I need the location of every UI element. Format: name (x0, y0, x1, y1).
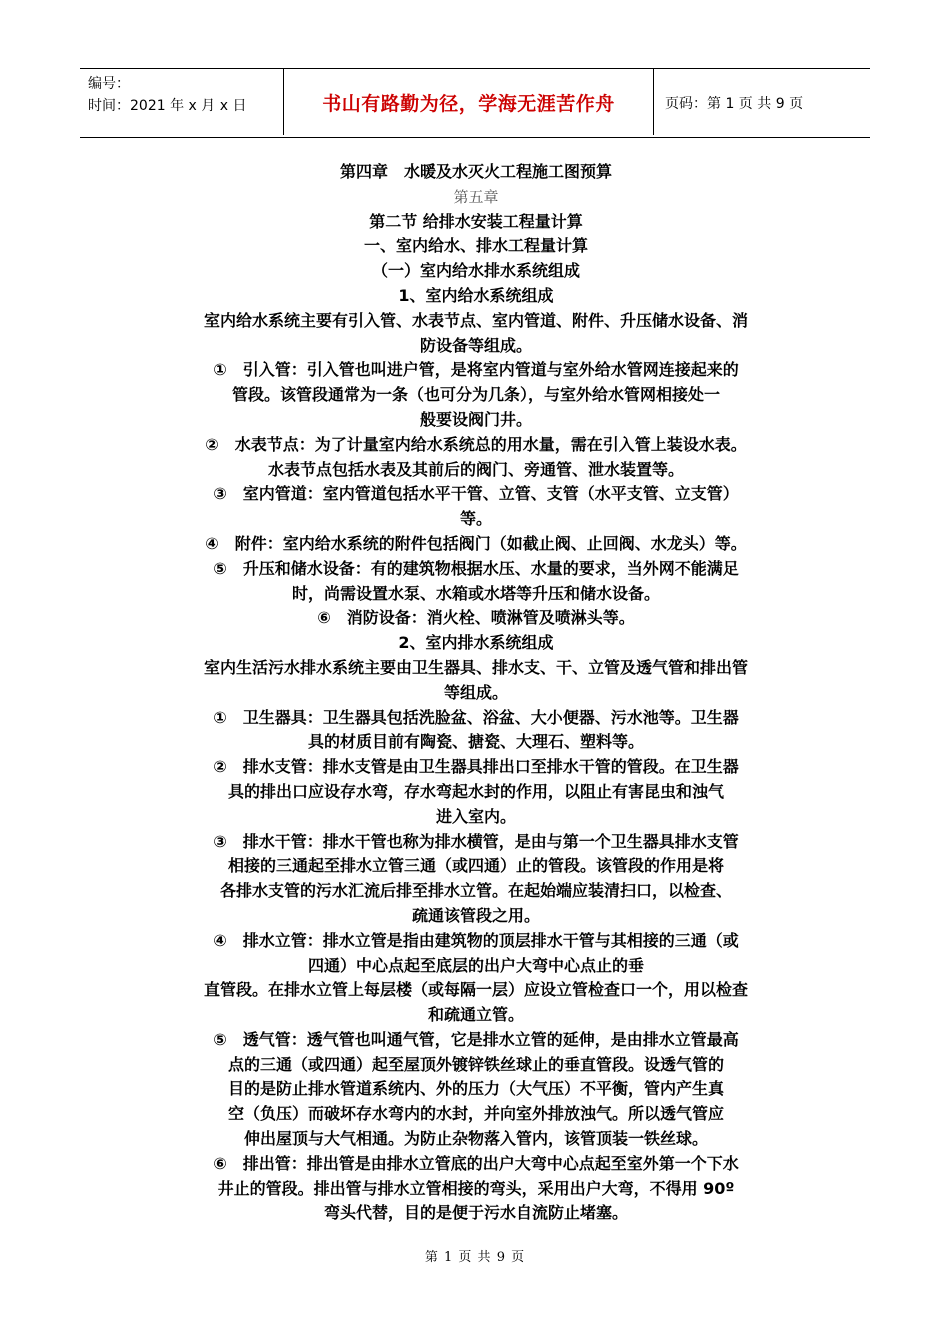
drain-item-line: 点的三通（或四通）起至屋顶外镀锌铁丝球止的垂直管段。设透气管的 (227, 1054, 724, 1074)
supply-intro-line: 防设备等组成。 (419, 335, 532, 355)
supply-item-line: 水表节点包括水表及其前后的阀门、旁通管、泄水装置等。 (267, 459, 684, 479)
supply-item-line: ⑤ 升压和储水设备：有的建筑物根据水压、水量的要求，当外网不能满足 (213, 558, 739, 578)
supply-item-line: 时，尚需设置水泵、水箱或水塔等升压和储水设备。 (291, 583, 660, 603)
supply-intro-line: 室内给水系统主要有引入管、水表节点、室内管道、附件、升压储水设备、消 (203, 310, 748, 330)
part-subtitle: （一）室内给水排水系统组成 (371, 261, 580, 281)
drain-item-line: 进入室内。 (435, 806, 516, 826)
drain-item-line: 井止的管段。排出管与排水立管相接的弯头，采用出户大弯，不得用 90º (217, 1178, 735, 1198)
supply-item-line: 管段。该管段通常为一条（也可分为几条），与室外给水管网相接处一 (231, 385, 720, 405)
drain-item-line: 具的排出口应设存水弯，存水弯起水封的作用，以阻止有害昆虫和浊气 (227, 781, 724, 801)
drain-item-line: ⑤ 透气管：透气管也叫通气管，它是排水立管的延伸，是由排水立管最高 (213, 1029, 739, 1049)
drain-item-line: 空（负压）而破坏存水弯内的水封，并向室外排放浊气。所以透气管应 (227, 1104, 724, 1124)
supply-heading: 1、室内给水系统组成 (398, 285, 554, 305)
drain-item-line: 和疏通立管。 (427, 1005, 524, 1025)
document-body (150, 160, 802, 1226)
drain-heading: 2、室内排水系统组成 (398, 633, 554, 653)
drain-item-line: ④ 排水立管：排水立管是指由建筑物的顶层排水干管与其相接的三通（或 (213, 930, 739, 950)
drain-item-line: 相接的三通起至排水立管三通（或四通）止的管段。该管段的作用是将 (227, 856, 724, 876)
supply-item-line: ① 引入管：引入管也叫进户管，是将室内管道与室外给水管网连接起来的 (213, 360, 739, 380)
drain-item-line: 弯头代替，目的是便于污水自流防止堵塞。 (323, 1203, 628, 1223)
drain-item-line: ⑥ 排出管：排出管是由排水立管底的出户大弯中心点起至室外第一个下水 (213, 1153, 739, 1173)
drain-intro-line: 室内生活污水排水系统主要由卫生器具、排水支、干、立管及透气管和排出管 (203, 657, 748, 677)
supply-item-line: 等。 (459, 509, 492, 529)
supply-item-line: 般要设阀门井。 (419, 409, 532, 429)
drain-item-line: 直管段。在排水立管上每层楼（或每隔一层）应设立管检查口一个，用以检查 (203, 980, 748, 1000)
drain-item-line: ③ 排水干管：排水干管也称为排水横管，是由与第一个卫生器具排水支管 (213, 831, 739, 851)
page-header (80, 68, 870, 138)
drain-item-line: 四通）中心点起至底层的出户大弯中心点止的垂 (307, 955, 644, 975)
supply-item-line: ④ 附件：室内给水系统的附件包括阀门（如截止阀、止回阀、水龙头）等。 (205, 533, 747, 553)
drain-item-line: 伸出屋顶与大气相通。为防止杂物落入管内，该管顶装一铁丝球。 (243, 1129, 708, 1149)
drain-item-line: ② 排水支管：排水支管是由卫生器具排出口至排水干管的管段。在卫生器 (213, 757, 739, 777)
drain-item-line: 目的是防止排水管道系统内、外的压力（大气压）不平衡，管内产生真 (227, 1079, 724, 1099)
drain-item-line: 疏通该管段之用。 (411, 905, 540, 925)
header-motto: 书山有路勤为径，学海无涯苦作舟 (283, 69, 654, 135)
supply-item-line: ⑥ 消防设备：消火栓、喷淋管及喷淋头等。 (317, 608, 635, 628)
header-page-info: 页码：第 1 页 共 9 页 (665, 96, 804, 112)
section-title: 第二节 给排水安装工程量计算 (369, 211, 583, 231)
header-meta (88, 73, 246, 117)
chapter-subtitle: 第五章 (453, 187, 499, 206)
drain-item-line: 各排水支管的污水汇流后排至排水立管。在起始端应装清扫口，以检查、 (219, 881, 732, 901)
drain-intro-line: 等组成。 (443, 682, 508, 702)
time-label: 时间：2021 年 x 月 x 日 (88, 98, 247, 114)
drain-item-line: 具的材质目前有陶瓷、搪瓷、大理石、塑料等。 (307, 732, 644, 752)
part-title: 一、室内给水、排水工程量计算 (363, 236, 588, 256)
page-footer: 第 1 页 共 9 页 (424, 1250, 526, 1265)
supply-item-line: ③ 室内管道：室内管道包括水平干管、立管、支管（水平支管、立支管） (213, 484, 739, 504)
supply-item-line: ② 水表节点：为了计量室内给水系统总的用水量，需在引入管上装设水表。 (205, 434, 747, 454)
chapter-title: 第四章 水暖及水灭火工程施工图预算 (339, 162, 612, 181)
drain-item-line: ① 卫生器具：卫生器具包括洗脸盆、浴盆、大小便器、污水池等。卫生器 (213, 707, 739, 727)
code-label: 编号： (88, 76, 130, 92)
